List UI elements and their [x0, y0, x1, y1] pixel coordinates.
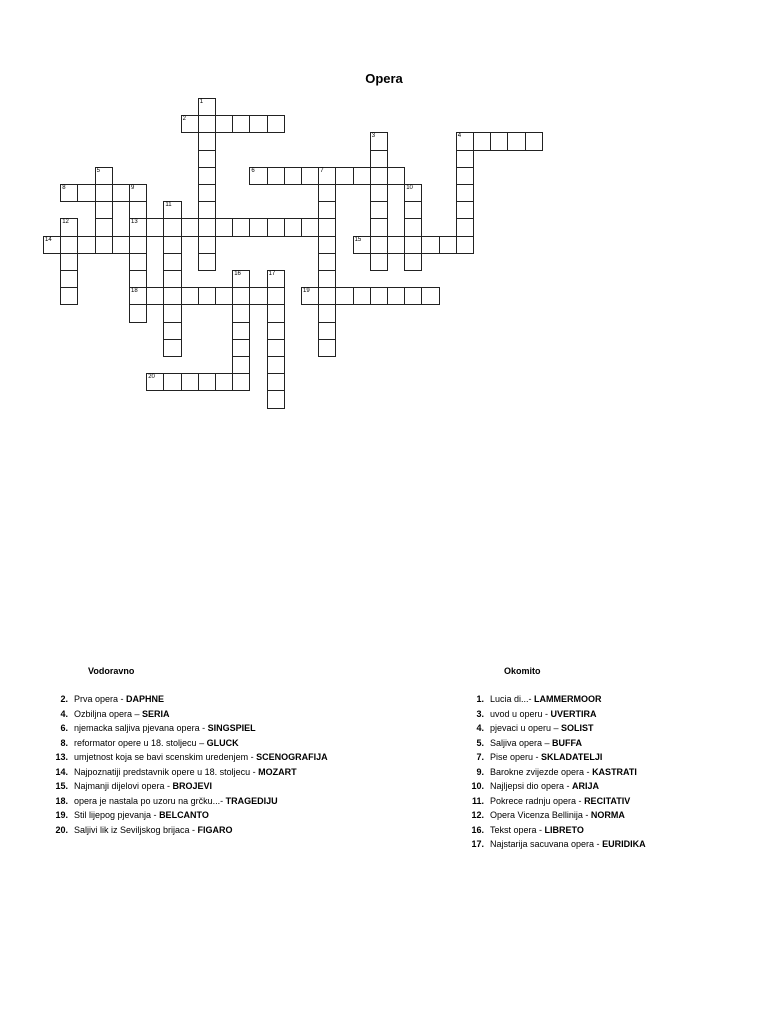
- clue-number: 17.: [471, 839, 484, 849]
- grid-cell[interactable]: [232, 304, 250, 322]
- grid-cell[interactable]: [215, 287, 233, 305]
- clue-text: reformator opere u 18. stoljecu –: [74, 737, 207, 748]
- grid-cell[interactable]: [370, 253, 388, 271]
- grid-cell[interactable]: [215, 115, 233, 133]
- grid-cell[interactable]: [370, 167, 388, 185]
- grid-cell[interactable]: [198, 115, 216, 133]
- grid-cell[interactable]: [129, 184, 147, 202]
- grid-cell[interactable]: [163, 236, 181, 254]
- grid-cell[interactable]: [335, 167, 353, 185]
- grid-cell[interactable]: [267, 322, 285, 340]
- clue-item: [52, 808, 328, 823]
- grid-cell[interactable]: [181, 218, 199, 236]
- clue-text: Saljivi lik iz Seviljskog brijaca -: [74, 824, 198, 835]
- grid-cell[interactable]: [404, 201, 422, 219]
- grid-cell[interactable]: [163, 253, 181, 271]
- grid-cell[interactable]: [301, 218, 319, 236]
- grid-cell[interactable]: [77, 236, 95, 254]
- grid-cell[interactable]: [456, 184, 474, 202]
- grid-cell-number: 11: [165, 202, 172, 209]
- grid-cell[interactable]: [267, 218, 285, 236]
- grid-cell[interactable]: [60, 287, 78, 305]
- clue-answer: FIGARO: [197, 824, 233, 835]
- clue-text: njemacka saljiva pjevana opera -: [74, 723, 208, 733]
- clue-number: 13.: [55, 752, 68, 762]
- down-heading: Okomito: [504, 666, 541, 676]
- grid-cell[interactable]: [181, 287, 199, 305]
- across-clue-list: [52, 692, 328, 837]
- grid-cell[interactable]: [370, 201, 388, 219]
- clue-text: Opera Vicenza Bellinija -: [490, 810, 591, 820]
- grid-cell[interactable]: [60, 184, 78, 202]
- clue-item: [468, 794, 646, 809]
- grid-cell[interactable]: [163, 218, 181, 236]
- grid-cell[interactable]: [163, 270, 181, 288]
- grid-cell[interactable]: [267, 167, 285, 185]
- clue-item: [468, 721, 646, 736]
- grid-cell[interactable]: [249, 167, 267, 185]
- grid-cell[interactable]: [198, 218, 216, 236]
- clue-answer: DAPHNE: [126, 694, 165, 704]
- grid-cell-number: 14: [45, 236, 52, 243]
- grid-cell[interactable]: [232, 339, 250, 357]
- clue-number: 19.: [55, 810, 68, 820]
- grid-cell[interactable]: [353, 287, 371, 305]
- grid-cell[interactable]: [232, 322, 250, 340]
- clue-item: [52, 750, 328, 765]
- grid-cell[interactable]: [318, 253, 336, 271]
- grid-cell[interactable]: [198, 132, 216, 150]
- grid-cell[interactable]: [215, 373, 233, 391]
- clue-answer: SKLADATELJI: [541, 752, 603, 762]
- grid-cell-number: 3: [371, 133, 376, 140]
- clue-answer: SINGSPIEL: [207, 723, 256, 733]
- clue-number: 20.: [55, 824, 68, 835]
- grid-cell[interactable]: [60, 218, 78, 236]
- grid-cell[interactable]: [163, 322, 181, 340]
- clue-answer: NORMA: [590, 810, 625, 820]
- grid-cell[interactable]: [370, 184, 388, 202]
- grid-cell[interactable]: [129, 304, 147, 322]
- grid-cell[interactable]: [318, 218, 336, 236]
- grid-cell[interactable]: [95, 184, 113, 202]
- grid-cell[interactable]: [95, 167, 113, 185]
- grid-cell[interactable]: [232, 287, 250, 305]
- clue-answer: SCENOGRAFIJA: [256, 752, 328, 762]
- grid-cell[interactable]: [387, 236, 405, 254]
- grid-cell[interactable]: [112, 236, 130, 254]
- clue-number: 7.: [476, 752, 484, 762]
- clue-answer: KASTRATI: [592, 766, 637, 777]
- grid-cell-number: 20: [148, 374, 155, 381]
- clue-answer: GLUCK: [206, 737, 239, 748]
- grid-cell[interactable]: [456, 218, 474, 236]
- grid-cell[interactable]: [181, 115, 199, 133]
- grid-cell[interactable]: [146, 373, 164, 391]
- grid-cell[interactable]: [112, 184, 130, 202]
- grid-cell[interactable]: [267, 115, 285, 133]
- grid-cell[interactable]: [60, 236, 78, 254]
- grid-cell[interactable]: [318, 339, 336, 357]
- clue-item: [52, 823, 328, 838]
- grid-cell[interactable]: [77, 184, 95, 202]
- grid-cell[interactable]: [198, 373, 216, 391]
- clue-text: pjevaci u operu –: [490, 723, 562, 733]
- clue-number: 18.: [55, 795, 68, 806]
- grid-cell[interactable]: [353, 236, 371, 254]
- clue-item: [468, 707, 646, 722]
- grid-cell[interactable]: [456, 150, 474, 168]
- clue-answer: BELCANTO: [159, 810, 209, 820]
- clue-answer: RECITATIV: [584, 795, 631, 806]
- clue-item: [52, 779, 328, 794]
- clue-text: Pise operu -: [490, 752, 542, 762]
- grid-cell[interactable]: [267, 287, 285, 305]
- clue-text: Najmanji dijelovi opera -: [74, 781, 173, 791]
- grid-cell[interactable]: [198, 167, 216, 185]
- clue-text: Tekst opera -: [490, 824, 545, 835]
- clue-number: 6.: [60, 723, 68, 733]
- clue-item: [468, 823, 646, 838]
- grid-cell[interactable]: [439, 236, 457, 254]
- grid-cell[interactable]: [404, 287, 422, 305]
- grid-cell[interactable]: [318, 184, 336, 202]
- grid-cell[interactable]: [404, 218, 422, 236]
- clue-text: Barokne zvijezde opera -: [490, 766, 593, 777]
- grid-cell-number: 8: [62, 185, 66, 191]
- clue-text: Prva opera -: [74, 694, 127, 704]
- grid-cell[interactable]: [456, 132, 474, 150]
- grid-cell[interactable]: [370, 132, 388, 150]
- grid-cell[interactable]: [267, 373, 285, 391]
- clue-number: 11.: [471, 795, 484, 806]
- grid-cell[interactable]: [129, 287, 147, 305]
- grid-cell[interactable]: [129, 218, 147, 236]
- clue-text: opera je nastala po uzoru na grčku...-: [74, 795, 226, 806]
- clue-number: 10.: [471, 781, 484, 791]
- grid-cell[interactable]: [129, 236, 147, 254]
- grid-cell[interactable]: [456, 167, 474, 185]
- grid-cell[interactable]: [490, 132, 508, 150]
- grid-cell[interactable]: [267, 390, 285, 408]
- grid-cell[interactable]: [404, 184, 422, 202]
- clue-item: [52, 692, 328, 707]
- grid-cell-number: 2: [182, 116, 186, 123]
- grid-cell[interactable]: [301, 287, 319, 305]
- grid-cell[interactable]: [163, 304, 181, 322]
- grid-cell[interactable]: [95, 218, 113, 236]
- grid-cell[interactable]: [232, 218, 250, 236]
- grid-cell[interactable]: [318, 287, 336, 305]
- grid-cell[interactable]: [129, 253, 147, 271]
- grid-cell-number: 7: [320, 167, 324, 174]
- grid-cell[interactable]: [267, 270, 285, 288]
- clue-number: 9.: [476, 766, 484, 777]
- clue-text: Najstarija sacuvana opera -: [490, 839, 603, 849]
- clue-answer: LAMMERMOOR: [534, 694, 602, 704]
- clue-number: 14.: [55, 766, 68, 777]
- grid-cell[interactable]: [129, 270, 147, 288]
- grid-cell[interactable]: [198, 150, 216, 168]
- clue-answer: ARIJA: [572, 781, 600, 791]
- grid-cell[interactable]: [318, 270, 336, 288]
- grid-cell-number: 13: [131, 219, 138, 226]
- clue-item: [468, 692, 646, 707]
- grid-cell[interactable]: [370, 287, 388, 305]
- grid-cell[interactable]: [370, 150, 388, 168]
- clue-text: Najpoznatiji predstavnik opere u 18. stoljecu -: [74, 766, 259, 777]
- clue-text: Ozbiljna opera –: [74, 708, 143, 719]
- clue-number: 12.: [471, 810, 484, 820]
- page-title: Opera: [365, 71, 403, 86]
- grid-cell[interactable]: [249, 287, 267, 305]
- grid-cell[interactable]: [146, 218, 164, 236]
- grid-cell-number: 5: [96, 167, 100, 174]
- grid-cell[interactable]: [163, 201, 181, 219]
- grid-cell[interactable]: [198, 236, 216, 254]
- grid-cell[interactable]: [146, 287, 164, 305]
- clue-item: [52, 794, 328, 809]
- clue-number: 4.: [60, 708, 68, 719]
- grid-cell[interactable]: [387, 287, 405, 305]
- clue-item: [52, 765, 328, 780]
- clue-answer: MOZART: [258, 766, 297, 777]
- grid-cell[interactable]: [163, 339, 181, 357]
- grid-cell[interactable]: [318, 322, 336, 340]
- grid-cell[interactable]: [232, 356, 250, 374]
- grid-cell[interactable]: [267, 356, 285, 374]
- grid-cell[interactable]: [232, 373, 250, 391]
- grid-cell[interactable]: [95, 236, 113, 254]
- clue-number: 3.: [476, 708, 484, 719]
- grid-cell[interactable]: [525, 132, 543, 150]
- clue-answer: EURIDIKA: [602, 839, 646, 849]
- clue-number: 2.: [60, 694, 68, 704]
- clue-number: 15.: [55, 781, 68, 791]
- grid-cell-number: 1: [199, 99, 204, 105]
- grid-cell-number: 17: [268, 271, 276, 277]
- grid-cell[interactable]: [249, 115, 267, 133]
- clue-answer: SERIA: [142, 708, 170, 719]
- clue-text: Lucia di...-: [490, 694, 535, 704]
- grid-cell[interactable]: [163, 373, 181, 391]
- clue-text: Najljepsi dio opera -: [490, 781, 573, 791]
- clue-answer: BROJEVI: [172, 781, 213, 791]
- grid-cell[interactable]: [318, 167, 336, 185]
- crossword-grid: [0, 0, 768, 420]
- grid-cell-number: 15: [354, 236, 362, 243]
- grid-cell[interactable]: [335, 287, 353, 305]
- across-heading: Vodoravno: [88, 666, 135, 676]
- grid-cell[interactable]: [284, 218, 302, 236]
- down-clue-list: [468, 692, 646, 852]
- grid-cell[interactable]: [95, 201, 113, 219]
- grid-cell[interactable]: [129, 201, 147, 219]
- clue-answer: SOLIST: [561, 723, 594, 733]
- clue-answer: LIBRETO: [544, 824, 584, 835]
- grid-cell[interactable]: [198, 253, 216, 271]
- grid-cell[interactable]: [404, 253, 422, 271]
- grid-cell[interactable]: [507, 132, 525, 150]
- grid-cell-number: 4: [457, 133, 462, 140]
- grid-cell[interactable]: [198, 201, 216, 219]
- grid-cell[interactable]: [387, 167, 405, 185]
- grid-cell[interactable]: [163, 287, 181, 305]
- grid-cell[interactable]: [232, 270, 250, 288]
- clue-answer: BUFFA: [552, 737, 583, 748]
- grid-cell[interactable]: [404, 236, 422, 254]
- clue-text: umjetnost koja se bavi scenskim uredenjem -: [74, 752, 257, 762]
- clue-number: 16.: [471, 824, 484, 835]
- grid-cell[interactable]: [60, 270, 78, 288]
- clue-item: [468, 750, 646, 765]
- grid-cell[interactable]: [198, 287, 216, 305]
- grid-cell[interactable]: [318, 304, 336, 322]
- grid-cell[interactable]: [267, 339, 285, 357]
- clue-text: Saljiva opera –: [490, 737, 553, 748]
- grid-cell[interactable]: [370, 218, 388, 236]
- grid-cell[interactable]: [232, 115, 250, 133]
- clue-answer: TRAGEDIJU: [225, 795, 278, 806]
- grid-cell[interactable]: [181, 373, 199, 391]
- clue-item: [468, 779, 646, 794]
- grid-cell-number: 9: [131, 185, 135, 191]
- grid-cell[interactable]: [60, 253, 78, 271]
- grid-cell[interactable]: [421, 287, 439, 305]
- grid-cell[interactable]: [284, 167, 302, 185]
- grid-cell[interactable]: [43, 236, 61, 254]
- clue-item: [468, 765, 646, 780]
- grid-cell[interactable]: [249, 218, 267, 236]
- grid-cell-number: 16: [234, 271, 241, 277]
- grid-cell[interactable]: [198, 184, 216, 202]
- clue-number: 5.: [476, 737, 484, 748]
- grid-cell-number: 10: [406, 185, 413, 191]
- grid-cell[interactable]: [267, 304, 285, 322]
- clue-item: [468, 736, 646, 751]
- grid-cell-number: 19: [303, 288, 310, 295]
- grid-cell[interactable]: [370, 236, 388, 254]
- clue-number: 4.: [476, 723, 484, 733]
- clue-number: 1.: [476, 694, 484, 704]
- grid-cell-number: 12: [62, 219, 69, 226]
- grid-cell[interactable]: [318, 236, 336, 254]
- clue-text: uvod u operu -: [490, 708, 551, 719]
- grid-cell[interactable]: [421, 236, 439, 254]
- clue-answer: UVERTIRA: [550, 708, 597, 719]
- grid-cell[interactable]: [456, 236, 474, 254]
- grid-cell-number: 18: [131, 288, 138, 295]
- grid-cell[interactable]: [198, 98, 216, 116]
- grid-cell[interactable]: [456, 201, 474, 219]
- clue-text: Pokrece radnju opera -: [490, 795, 585, 806]
- grid-cell[interactable]: [301, 167, 319, 185]
- clue-text: Stil lijepog pjevanja -: [74, 810, 160, 820]
- clue-item: [52, 736, 328, 751]
- clue-item: [468, 808, 646, 823]
- grid-cell[interactable]: [215, 218, 233, 236]
- grid-cell[interactable]: [318, 201, 336, 219]
- clue-item: [468, 837, 646, 852]
- clue-item: [52, 721, 328, 736]
- clue-number: 8.: [60, 737, 68, 748]
- grid-cell-number: 6: [251, 167, 255, 174]
- grid-cell[interactable]: [473, 132, 491, 150]
- clue-item: [52, 707, 328, 722]
- grid-cell[interactable]: [353, 167, 371, 185]
